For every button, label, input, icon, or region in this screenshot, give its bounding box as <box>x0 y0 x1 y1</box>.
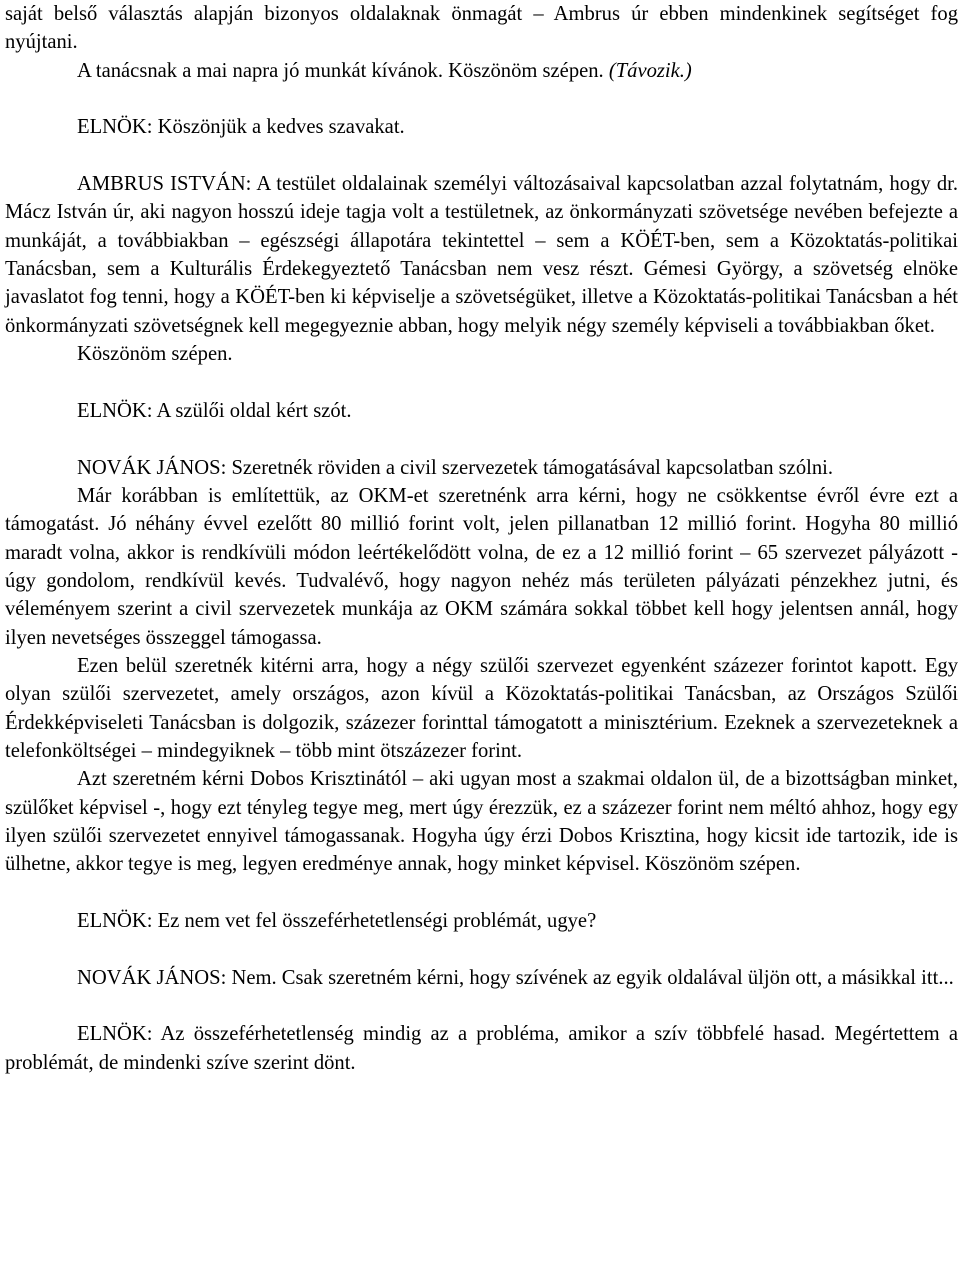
paragraph-novak-parents-orgs: Ezen belül szeretnék kitérni arra, hogy a négy szülői szervezet egyenként százezer forintot kapott. Egy olyan szülői szervezetet, amely országos, azon kívül a Közoktatás-politikai Tanácsban, az Országos Szülői Érdekképviseleti Tanácsban is dolgozik, százezer forinttal támogatott a minisztérium. Ezeknek a szervezeteknek a telefonköltségei – mindegyiknek – több mint ötszázezer forint. <box>5 654 958 762</box>
paragraph-novak-funding: Már korábban is említettük, az OKM-et szeretnénk arra kérni, hogy ne csökkentse évről évre ezt a támogatást. Jó néhány évvel ezelőtt 80 millió forint volt, jelen pillanatban 12 millió forint. Hogyha 80 millió maradt volna, akkor is rendkívüli módon leértékelődött volna, de ez a 12 millió forint – 65 szervezet pályázott - úgy gondolom, rendkívül kevés. Tudvalévő, hogy nagyon nehéz más területen pályázati pénzekhez jutni, és véleményem szerint a civil szervezetek munkája az OKM számára sokkal többet kell hogy jelentsen annál, hogy ilyen nevetséges összeggel támogassa. <box>5 484 958 649</box>
paragraph-ambrus: AMBRUS ISTVÁN: A testület oldalainak személyi változásaival kapcsolatban azzal folytatnám, hogy dr. Mácz István úr, aki nagyon hosszú ideje tagja volt a testületnek, az önkormányzati szövetsége nevében befejezte a munkáját, a továbbiakban – egészségi állapotára tekintettel – sem a KÖÉT-ben, sem a Közoktatás-politikai Tanácsban, sem a Kulturális Érdekegyeztető Tanácsban nem vesz részt. Gémesi György, a szövetség elnöke javaslatot fog tenni, hogy a KÖÉT-ben ki képviselje a szövetségüket, illetve a Közoktatás-politikai Tanácsban a hét önkormányzati szövetségnek kell megegyeznie abban, hogy melyik négy személy képviseli a továbbiakban őket. <box>5 173 958 337</box>
paragraph-continuation: saját belső választás alapján bizonyos oldalaknak önmagát – Ambrus úr ebben mindenkinek segítséget fog nyújtani. <box>5 3 958 54</box>
stage-direction: (Távozik.) <box>608 59 692 82</box>
paragraph-novak-request: Azt szeretném kérni Dobos Krisztinától – aki ugyan most a szakmai oldalon ül, de a bizottságban minket, szülőket képvisel -, hogy ezt tényleg tegye meg, mert úgy érezzük, ez a százezer forint nem méltó ahhoz, hogy egy ilyen szülői szervezetet ennyivel támogassanak. Hogyha úgy érzi Dobos Krisztina, hogy kicsit ide tartozik, ide is ülhetne, akkor tegye is meg, legyen eredménye annak, hogy minket képvisel. Köszönöm szépen. <box>5 768 958 876</box>
paragraph-farewell <box>5 57 958 85</box>
paragraph-chair-closing: ELNÖK: Az összeférhetetlenség mindig az a probléma, amikor a szív többfelé hasad. Megértettem a problémát, de mindenki szíve szerint dönt. <box>5 1023 958 1074</box>
paragraph-chair-parents: ELNÖK: A szülői oldal kért szót. <box>77 399 352 422</box>
paragraph-novak-answer: NOVÁK JÁNOS: Nem. Csak szeretném kérni, hogy szívének az egyik oldalával üljön ott, a másikkal itt... <box>77 966 954 989</box>
paragraph-ambrus-thanks: Köszönöm szépen. <box>77 343 233 366</box>
paragraph-farewell-text: A tanácsnak a mai napra jó munkát kívánok. Köszönöm szépen. <box>77 59 609 82</box>
paragraph-chair-conflict: ELNÖK: Ez nem vet fel összeférhetetlenségi problémát, ugye? <box>77 910 597 932</box>
paragraph-chair-thanks: ELNÖK: Köszönjük a kedves szavakat. <box>77 116 405 139</box>
document-page <box>5 0 958 1077</box>
paragraph-novak-intro: NOVÁK JÁNOS: Szeretnék röviden a civil szervezetek támogatásával kapcsolatban szólni. <box>77 456 834 479</box>
